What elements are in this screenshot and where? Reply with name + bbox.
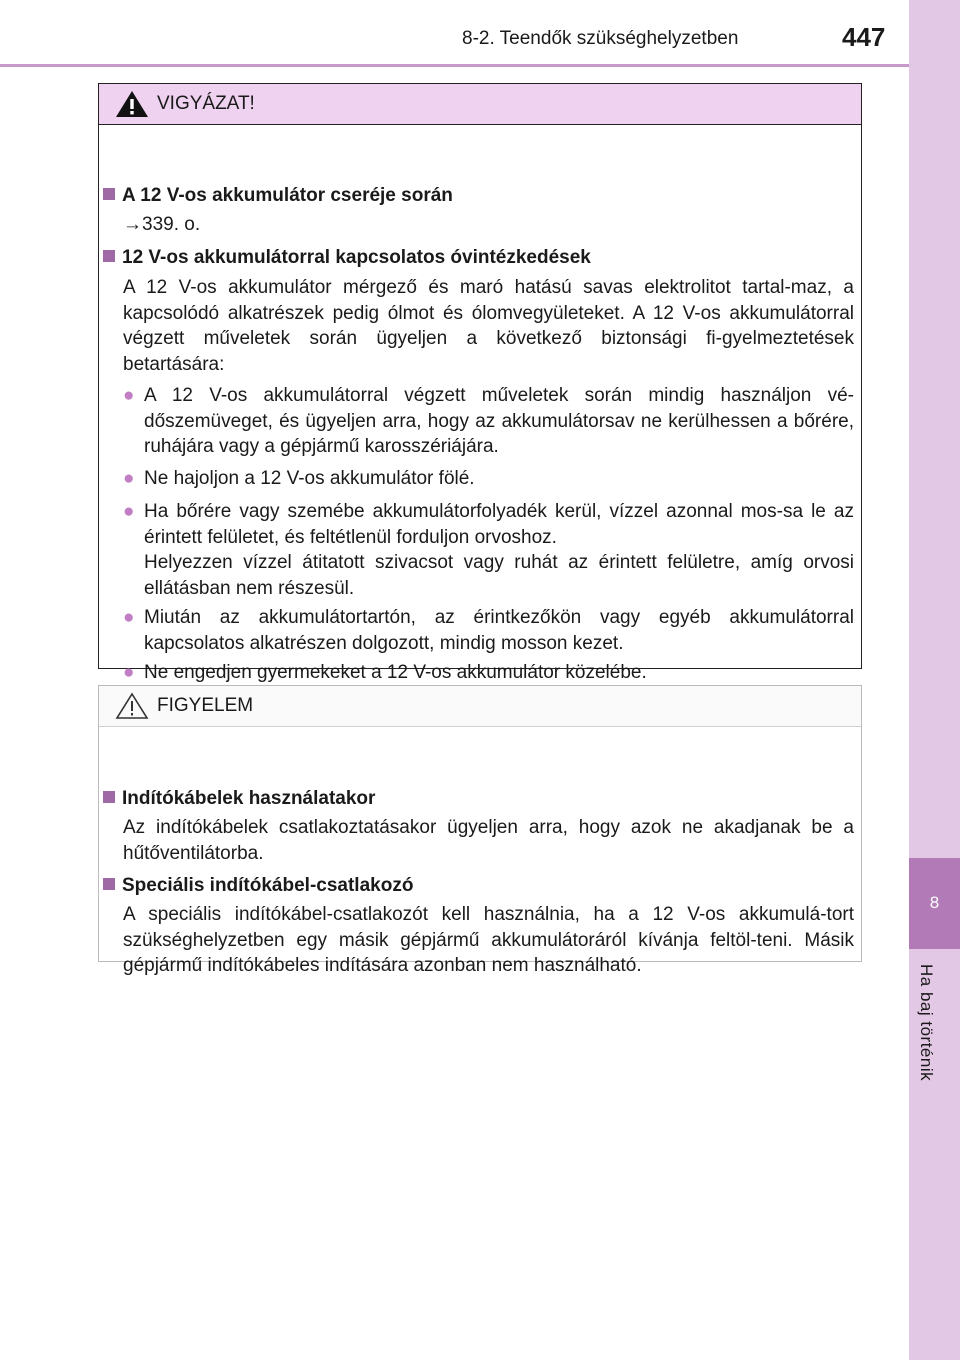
square-bullet-icon	[103, 250, 115, 262]
square-bullet-icon	[103, 878, 115, 890]
notice-title: FIGYELEM	[157, 695, 254, 716]
notice-heading-1	[103, 786, 375, 812]
warning-bullet-2: Ne hajoljon a 12 V-os akkumulátor fölé.	[144, 468, 475, 489]
dot-bullet-icon: ●	[123, 385, 135, 406]
warning-bullet-5: Ne engedjen gyermekeket a 12 V-os akkumulátor közelébe.	[144, 662, 647, 683]
warning-intro: A 12 V-os akkumulátor mérgező és maró hatású savas elektrolitot tartal-maz, a kapcsolódó alkatrészek pedig ólmot és ólomvegyületeket. A 12 V-os akkumulátorral végzett műveletek során ügyeljen a következő biztonsági fi-gyelmeztetések betartására:	[123, 277, 854, 375]
warning-bullet-3-extra: Helyezzen vízzel átitatott szivacsot vagy ruhát az érintett felületre, amíg orvosi ellátásban nem részesül.	[144, 552, 854, 599]
dot-bullet-icon: ●	[123, 501, 135, 522]
warning-heading-2	[103, 245, 591, 271]
page-number: 447	[842, 22, 886, 52]
dot-bullet-icon: ●	[123, 468, 135, 489]
notice-box	[98, 685, 862, 976]
square-bullet-icon	[103, 791, 115, 803]
dot-bullet-icon: ●	[123, 662, 135, 683]
warning-title: VIGYÁZAT!	[157, 93, 255, 114]
warning-bullet-1: A 12 V-os akkumulátorral végzett műveletek során mindig használjon vé-dőszemüveget, és ügyeljen arra, hogy az akkumulátorsav ne kerülhessen a bőrére, ruhájára vagy a gépjármű karosszériájára.	[144, 385, 854, 457]
warning-box	[98, 83, 862, 683]
heading-text: 12 V-os akkumulátorral kapcsolatos óvintézkedések	[122, 247, 591, 268]
warning-bullet-3: Ha bőrére vagy szemébe akkumulátorfolyadék kerül, vízzel azonnal mos-sa le az érintett felületet, és feltétlenül forduljon orvoshoz.	[144, 501, 854, 548]
page-reference: →339. o.	[123, 214, 201, 235]
warning-bullet-4: Miután az akkumulátortartón, az érintkezőkön vagy egyéb akkumulátorral kapcsolatos alkatrészen dolgozott, mindig mosson kezet.	[144, 607, 854, 654]
header-divider	[0, 64, 960, 67]
section-title: 8-2. Teendők szükséghelyzetben	[462, 28, 739, 49]
heading-text: Indítókábelek használatakor	[122, 788, 376, 809]
warning-triangle-icon	[115, 90, 149, 118]
chapter-number: 8	[929, 893, 940, 912]
chapter-label: Ha baj történik	[917, 964, 936, 1082]
notice-text-1: Az indítókábelek csatlakoztatásakor ügyeljen arra, hogy azok ne akadjanak be a hűtőventilátorba.	[123, 817, 854, 864]
warning-header	[99, 84, 861, 125]
notice-header	[99, 686, 861, 727]
notice-heading-2	[103, 873, 413, 899]
heading-text: Speciális indítókábel-csatlakozó	[122, 875, 414, 896]
warning-heading-1	[103, 183, 453, 209]
dot-bullet-icon: ●	[123, 607, 135, 628]
square-bullet-icon	[103, 188, 115, 200]
heading-text: A 12 V-os akkumulátor cseréje során	[122, 185, 453, 206]
notice-text-2: A speciális indítókábel-csatlakozót kell használnia, ha a 12 V-os akkumulá-tort szükséghelyzetben egy másik gépjármű akkumulátoráról kívánja feltöl-teni. Másik gépjármű indítókábeles indítására azonban nem használható.	[123, 904, 854, 976]
chapter-side-tab	[909, 0, 960, 1360]
caution-triangle-icon	[115, 692, 149, 720]
